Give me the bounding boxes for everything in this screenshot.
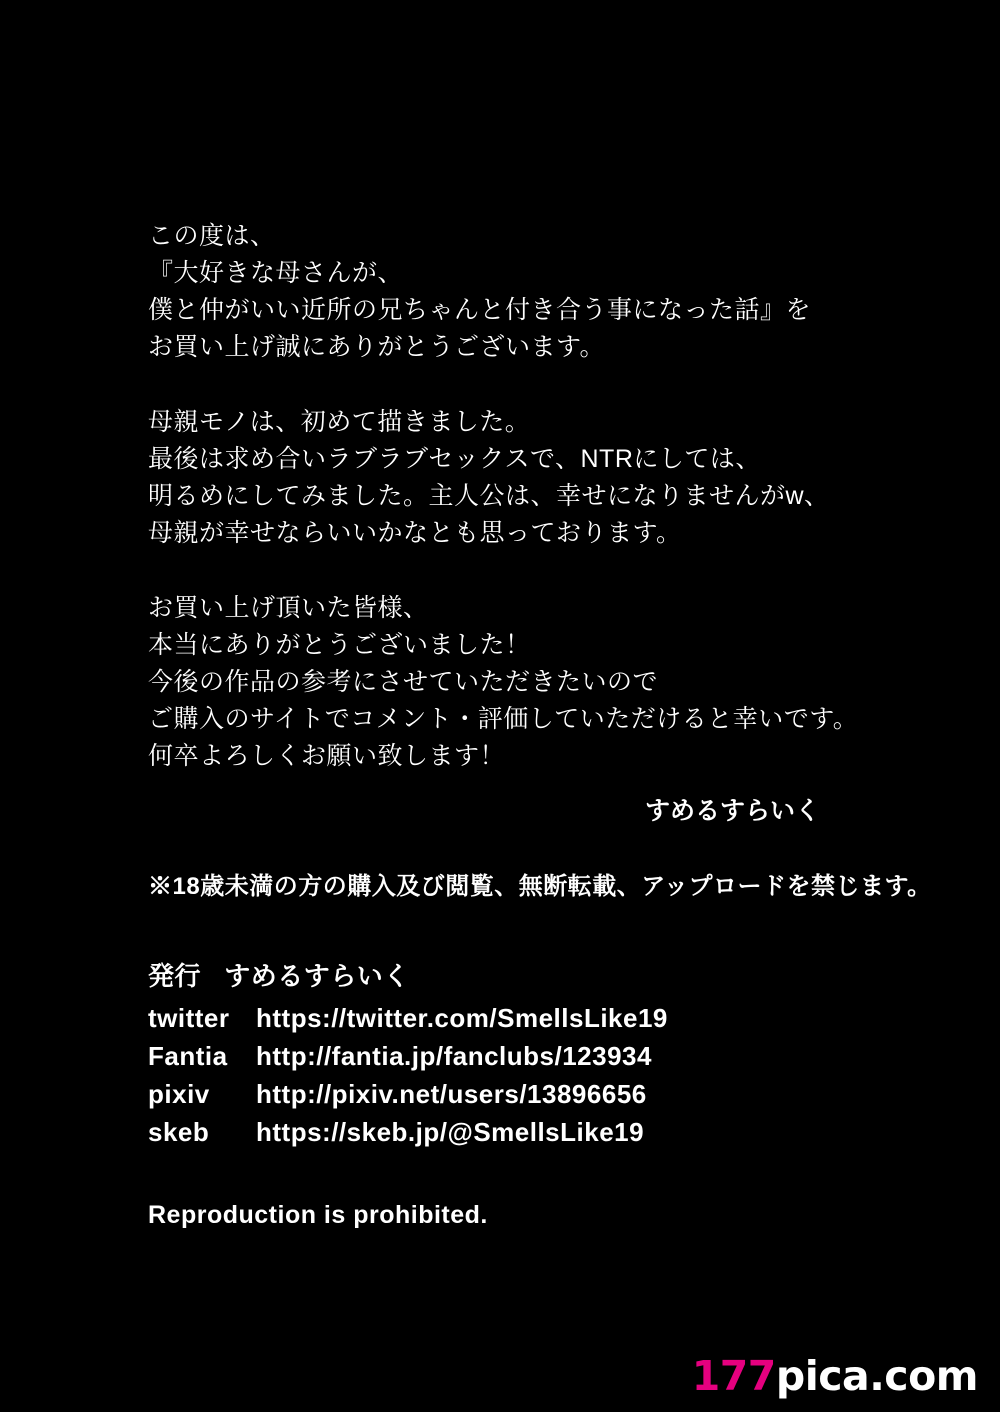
publisher-block <box>148 957 938 995</box>
link-item[interactable] <box>148 999 938 1037</box>
afterword-paragraph-2 <box>148 404 938 552</box>
link-item[interactable] <box>148 1113 938 1151</box>
publisher-name: すめるすらいく <box>224 961 410 991</box>
age-restriction-notice <box>148 868 938 905</box>
reproduction-text: Reproduction is prohibited. <box>148 1201 488 1229</box>
author-signature: すめるすらいく <box>644 797 820 825</box>
links-list <box>148 999 938 1151</box>
publisher-label: 発行 <box>148 961 202 991</box>
afterword-line: 母親が幸せならいいかなとも思っております。 <box>148 519 682 547</box>
afterword-line: 本当にありがとうございました！ <box>148 631 531 659</box>
afterword-paragraph-1 <box>148 218 938 366</box>
afterword-line: この度は、 <box>148 222 276 250</box>
link-item[interactable] <box>148 1075 938 1113</box>
site-watermark <box>692 1352 978 1400</box>
link-label: skeb <box>148 1117 210 1147</box>
afterword-line: 何卒よろしくお願い致します！ <box>148 742 506 770</box>
afterword-paragraph-3 <box>148 590 938 830</box>
afterword-line: 母親モノは、初めて描きました。 <box>148 408 531 436</box>
reproduction-notice <box>148 1197 938 1234</box>
watermark-number: 177 <box>691 1352 776 1400</box>
link-url[interactable]: http://pixiv.net/users/13896656 <box>256 1079 647 1109</box>
link-label: twitter <box>148 1003 230 1033</box>
afterword-line: お買い上げ誠にありがとうございます。 <box>148 333 606 361</box>
link-label: Fantia <box>148 1041 228 1071</box>
publisher-line <box>148 957 938 995</box>
afterword-line: お買い上げ頂いた皆様、 <box>148 594 429 622</box>
afterword-line: 今後の作品の参考にさせていただきたいので <box>148 668 659 696</box>
afterword-content <box>148 218 938 1234</box>
link-url[interactable]: https://twitter.com/SmellsLike19 <box>256 1003 668 1033</box>
link-item[interactable] <box>148 1037 938 1075</box>
age-restriction-text: ※18歳未満の方の購入及び閲覧、無断転載、アップロードを禁じます。 <box>148 873 932 900</box>
afterword-line: 明るめにしてみました。主人公は、幸せになりませんがw、 <box>148 482 830 510</box>
afterword-line: 最後は求め合いラブラブセックスで、NTRにしては、 <box>148 445 761 473</box>
link-url[interactable]: http://fantia.jp/fanclubs/123934 <box>256 1041 652 1071</box>
watermark-text: pica.com <box>775 1352 978 1400</box>
afterword-line: 『大好きな母さんが、 <box>148 259 404 287</box>
link-url[interactable]: https://skeb.jp/@SmellsLike19 <box>256 1117 645 1147</box>
afterword-line: ご購入のサイトでコメント・評価していただけると幸いです。 <box>148 705 859 733</box>
afterword-line: 僕と仲がいい近所の兄ちゃんと付き合う事になった話』を <box>148 296 812 324</box>
link-label: pixiv <box>148 1079 210 1109</box>
